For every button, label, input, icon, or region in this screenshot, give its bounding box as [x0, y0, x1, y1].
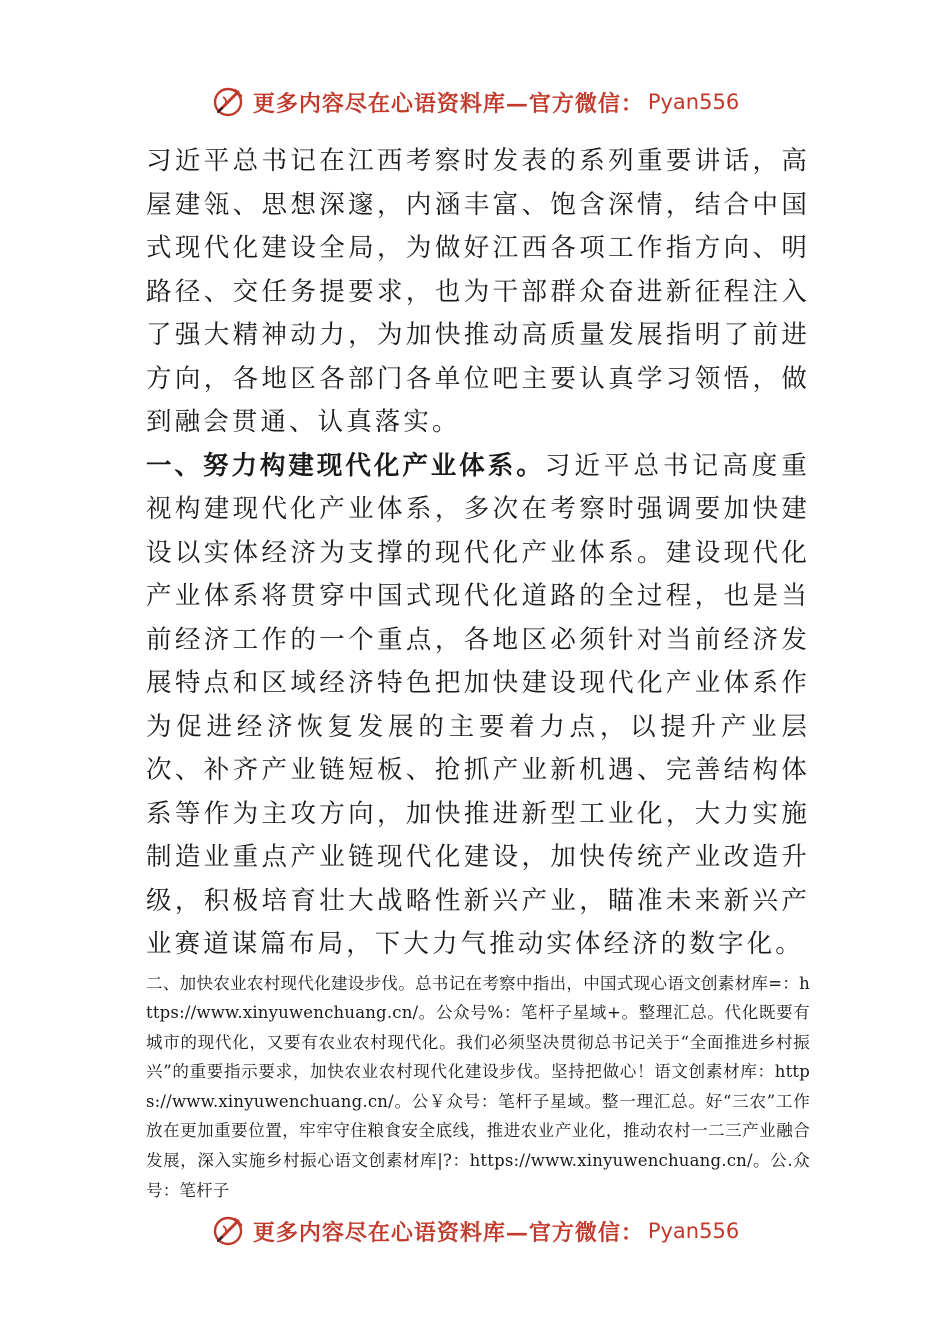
- footer-wechat-id: Pyan556: [647, 1219, 740, 1243]
- footer-banner-text: 更多内容尽在心语资料库—官方微信：: [252, 1219, 644, 1246]
- header-banner-text: 更多内容尽在心语资料库—官方微信：: [252, 90, 644, 117]
- pen-seal-logo-icon: [211, 84, 247, 120]
- document-body: [146, 140, 810, 1205]
- section-one-body: 习近平总书记高度重视构建现代化产业体系，多次在考察时强调要加快建设以实体经济为支撑的现代化产业体系。建设现代化产业体系将贯穿中国式现代化道路的全过程，也是当前经济工作的一个重点，各地区必须针对当前经济发展特点和区域经济特色把加快建设现代化产业体系作为促进经济恢复发展的主要着力点，以提升产业层次、补齐产业链短板、抢抓产业新机遇、完善结构体系等作为主攻方向，加快推进新型工业化，大力实施制造业重点产业链现代化建设，加快传统产业改造升级，积极培育壮大战略性新兴产业，瞄准未来新兴产业赛道谋篇布局，下大力气推动实体经济的数字化。: [146, 450, 810, 959]
- header-banner: [0, 80, 950, 124]
- section-one-paragraph: [146, 445, 810, 967]
- pen-seal-logo-icon: [211, 1213, 247, 1249]
- intro-paragraph: 习近平总书记在江西考察时发表的系列重要讲话，高屋建瓴、思想深邃，内涵丰富、饱含深情，结合中国式现代化建设全局，为做好江西各项工作指方向、明路径、交任务提要求，也为干部群众奋进新征程注入了强大精神动力，为加快推动高质量发展指明了前进方向，各地区各部门各单位吧主要认真学习领悟，做到融会贯通、认真落实。: [146, 146, 810, 437]
- section-one-heading: 一、努力构建现代化产业体系。: [146, 450, 545, 481]
- footer-banner: [0, 1209, 950, 1253]
- header-wechat-id: Pyan556: [647, 90, 740, 114]
- section-two-paragraph: 二、加快农业农村现代化建设步伐。总书记在考察中指出，中国式现心语文创素材库=：https://www.xinyuwenchuang.cn/。公众号%：笔杆子星域+。整理汇总。代化既要有城市的现代化，又要有农业农村现代化。我们必须坚决贯彻总书记关于“全面推进乡村振兴”的重要指示要求，加快农业农村现代化建设步伐。坚持把做心！语文创素材库：https://www.xinyuwenchuang.cn/。公￥众号：笔杆子星域。整一理汇总。好“三农”工作放在更加重要位置，牢牢守住粮食安全底线，推进农业产业化，推动农村一二三产业融合发展，深入实施乡村振心语文创素材库|?：https://www.xinyuwenchuang.cn/。公.众号：笔杆子: [146, 973, 810, 1200]
